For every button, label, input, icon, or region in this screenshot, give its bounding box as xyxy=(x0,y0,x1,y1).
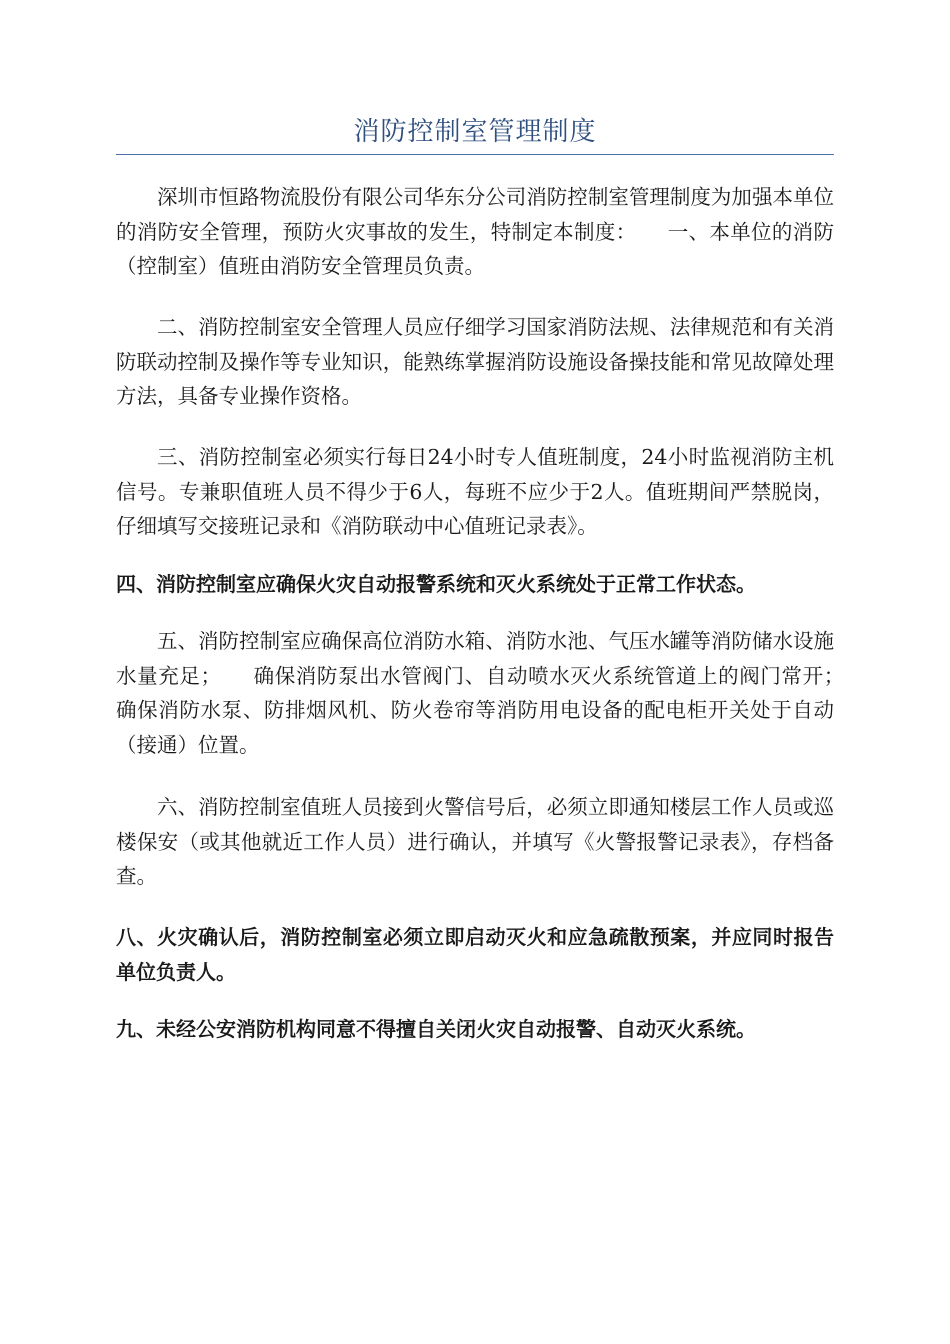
paragraph-intro: 深圳市恒路物流股份有限公司华东分公司消防控制室管理制度为加强本单位的消防安全管理，预防火灾事故的发生，特制定本制度： 一、本单位的消防（控制室）值班由消防安全管理员负责。 xyxy=(116,185,834,278)
document-title: 消防控制室管理制度 xyxy=(353,117,597,147)
paragraph-item-5: 五、消防控制室应确保高位消防水箱、消防水池、气压水罐等消防储水设施水量充足； 确保消防泵出水管阀门、自动喷水灭火系统管道上的阀门常开； 确保消防水泵、防排烟风机、防火卷帘等消防用电设备的配电柜开关处于自动（接通）位置。 xyxy=(116,629,875,757)
paragraph-item-8: 八、火灾确认后，消防控制室必须立即启动灭火和应急疏散预案，并应同时报告单位负责人。 xyxy=(116,925,834,984)
paragraph-item-3: 三、消防控制室必须实行每日24小时专人值班制度，24小时监视消防主机信号。专兼职值班人员不得少于6人，每班不应少于2人。值班期间严禁脱岗，仔细填写交接班记录和《消防联动中心值班记录表》。 xyxy=(116,445,834,538)
paragraph-item-2: 二、消防控制室安全管理人员应仔细学习国家消防法规、法律规范和有关消防联动控制及操作等专业知识，能熟练掌握消防设施设备操技能和常见故障处理方法，具备专业操作资格。 xyxy=(116,315,834,408)
paragraph-item-4: 四、消防控制室应确保火灾自动报警系统和灭火系统处于正常工作状态。 xyxy=(116,572,756,596)
paragraph-item-6: 六、消防控制室值班人员接到火警信号后，必须立即通知楼层工作人员或巡楼保安（或其他就近工作人员）进行确认，并填写《火警报警记录表》，存档备查。 xyxy=(116,795,834,888)
title-underline xyxy=(116,154,834,155)
paragraph-item-9: 九、未经公安消防机构同意不得擅自关闭火灾自动报警、自动灭火系统。 xyxy=(116,1017,756,1041)
